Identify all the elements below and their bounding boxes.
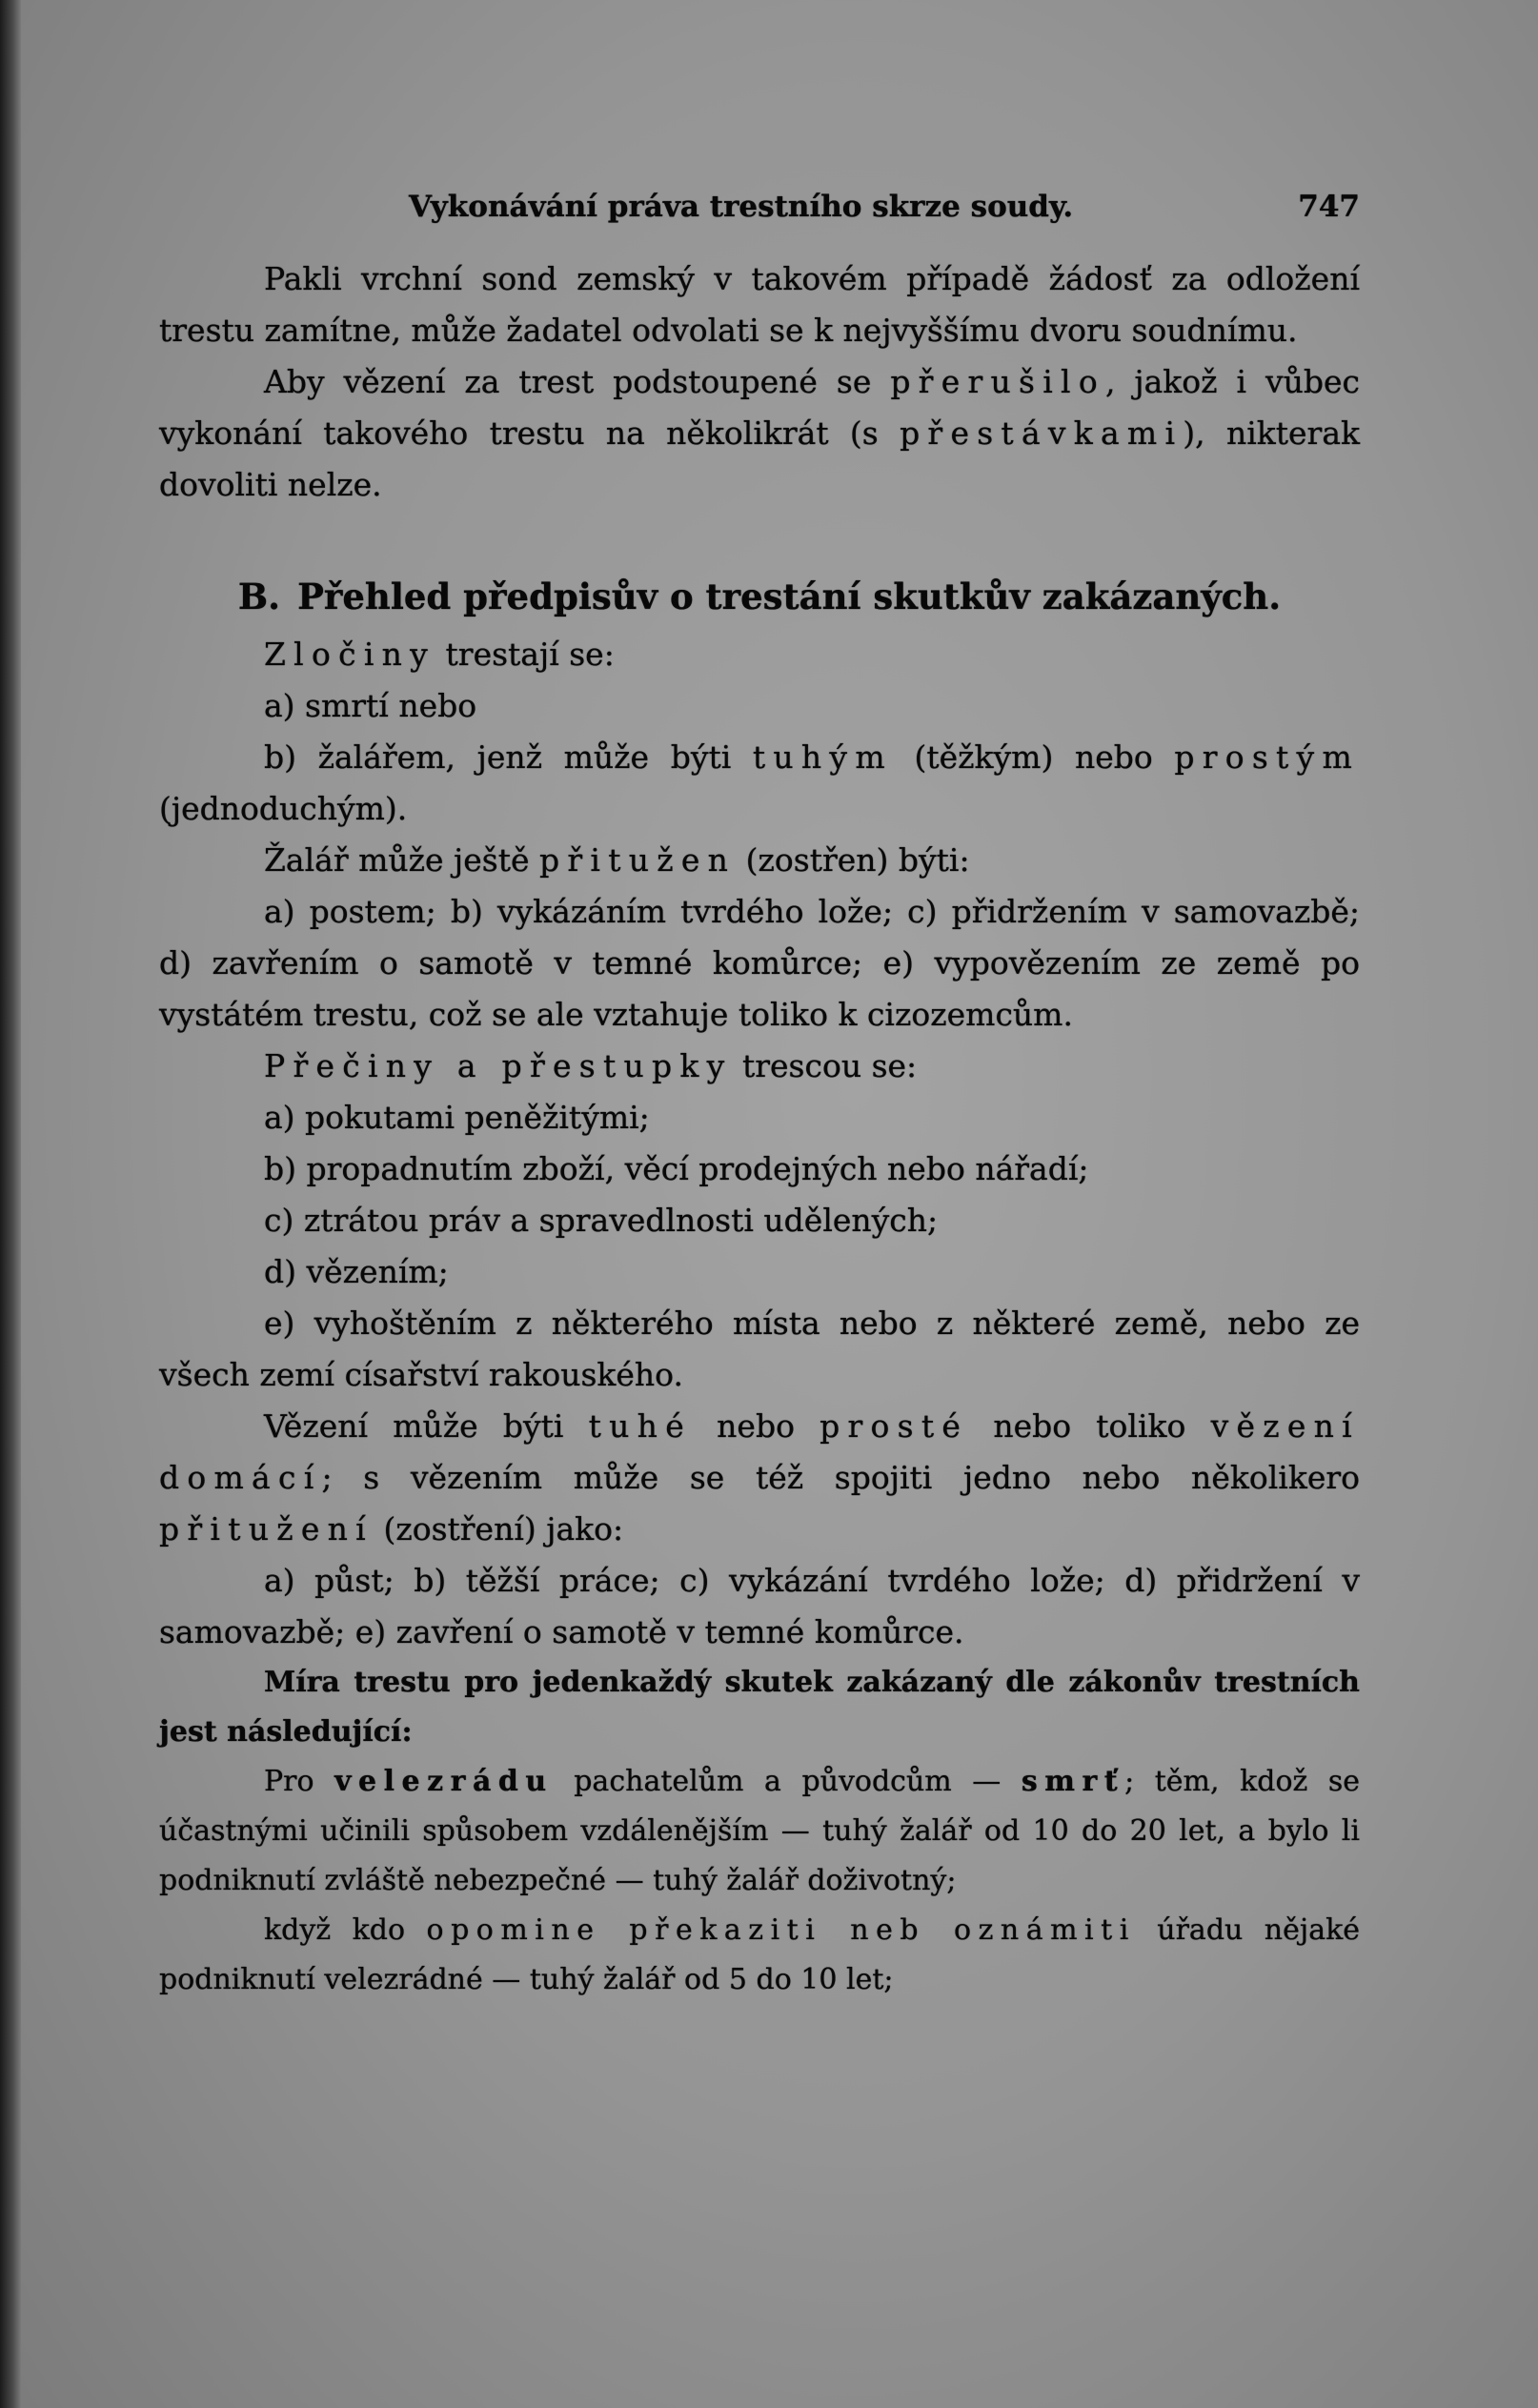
spaced-term: smrť [1021,1765,1125,1798]
spaced-term: přestávkami [900,415,1184,452]
spaced-term: přitužen [539,841,737,879]
running-header [159,181,1360,233]
text-run: (těžkým) nebo [892,739,1175,776]
text-run: Pro [264,1765,335,1798]
text-run: trestají se: [435,636,615,673]
zlociny-lead [159,629,1360,680]
spaced-term: velezrádu [334,1765,554,1798]
preciny-lead [159,1041,1360,1092]
text-run: trescou se: [732,1047,918,1084]
spaced-term: prosté [820,1407,969,1445]
spaced-term: vězení domácí [159,1407,1360,1496]
preciny-item-a: a) pokutami peněžitými; [264,1099,650,1136]
zalar-list: a) postem; b) vykázáním tvrdého lože; c) přidržením v samovazbě; d) zavřením o samotě v temné komůrce; e) vypovězením ze země po vystátém trestu, což se ale vztahuje toliko k cizozemcům. [159,893,1360,1033]
paragraph-preruseni [159,356,1360,511]
text-run: (zostřen) býti: [736,841,970,879]
section-letter: B. [237,576,281,617]
preciny-item-b: b) propadnutím zboží, věcí prodejných nebo nářadí; [264,1150,1089,1187]
text-run: Vězení může býti [264,1407,589,1445]
text-run: b) žalářem, jenž může býti [264,739,753,776]
text-run: ; těm, kdož se účastnými učinili spůsobem vzdálenějším — tuhý žalář od 10 do 20 let, a bylo li podniknutí zvláště nebezpečné — tuhý žalář doživotný; [159,1765,1360,1897]
scanned-page [21,0,1538,2408]
section-heading [159,570,1360,623]
spaced-term: přerušilo [890,363,1105,400]
header-title: Vykonávání práva trestního skrze soudy. [409,190,1074,224]
text-run: (zostření) jako: [373,1510,624,1548]
text-run: , jakož i vůbec vykonání takového trestu na několikrát (s [159,363,1360,452]
section-title: Přehled předpisův o trestání skutkův zakázaných. [297,576,1282,617]
spaced-term: přitužení [159,1510,374,1548]
text-run: pachatelům a původcům — [553,1765,1022,1798]
spaced-term: tuhým [752,739,893,776]
text-run: nebo toliko [968,1407,1211,1445]
page-binding-edge [0,0,21,2408]
preciny-item-d: d) vězením; [264,1253,449,1290]
spaced-term: Zločiny [264,636,436,673]
spaced-term: opomine překaziti neb oznámiti [426,1913,1136,1947]
page-number: 747 [1298,190,1360,224]
text-run: Aby vězení za trest podstoupené se [264,363,891,400]
text-run: ; s vězením může se též spojiti jedno nebo několikero [321,1459,1360,1496]
text-run: (jednoduchým). [159,790,408,827]
vezeni-paragraph [159,1401,1360,1555]
text-run: nebo [691,1407,820,1445]
spaced-term: Přečiny a přestupky [264,1047,733,1084]
preciny-item-c: c) ztrátou práv a spravedlnosti udělených; [264,1202,939,1239]
velezrada-opomine [159,1906,1360,2005]
zalar-lead [159,835,1360,886]
text-run: když kdo [264,1913,427,1947]
page-content [159,181,1360,2005]
mira-paragraph: Míra trestu pro jedenkaždý skutek zakázaný dle zákonův trestních jest následující: [159,1666,1360,1749]
text-run: Žalář může ještě [264,841,540,879]
vezeni-list: a) půst; b) těžší práce; c) vykázání tvrdého lože; d) přidržení v samovazbě; e) zavření o samotě v temné komůrce. [159,1562,1360,1650]
spaced-term: tuhé [588,1407,692,1445]
text-run: úřadu nějaké podniknutí velezrádné — tuhý žalář od 5 do 10 let; [159,1913,1361,1996]
text-run: ), nikterak dovoliti nelze. [159,415,1360,503]
velezrada-paragraph [159,1757,1360,1906]
zlociny-item-a: a) smrtí nebo [264,687,477,724]
zlociny-item-b [159,732,1360,835]
spaced-term: prostým [1174,739,1360,776]
paragraph-odvolani: Pakli vrchní sond zemský v takovém případě žádosť za odložení trestu zamítne, může žadatel odvolati se k nejvyššímu dvoru soudnímu. [159,260,1360,349]
preciny-item-e: e) vyhoštěním z některého místa nebo z některé země, nebo ze všech zemí císařství rakouského. [159,1305,1360,1393]
